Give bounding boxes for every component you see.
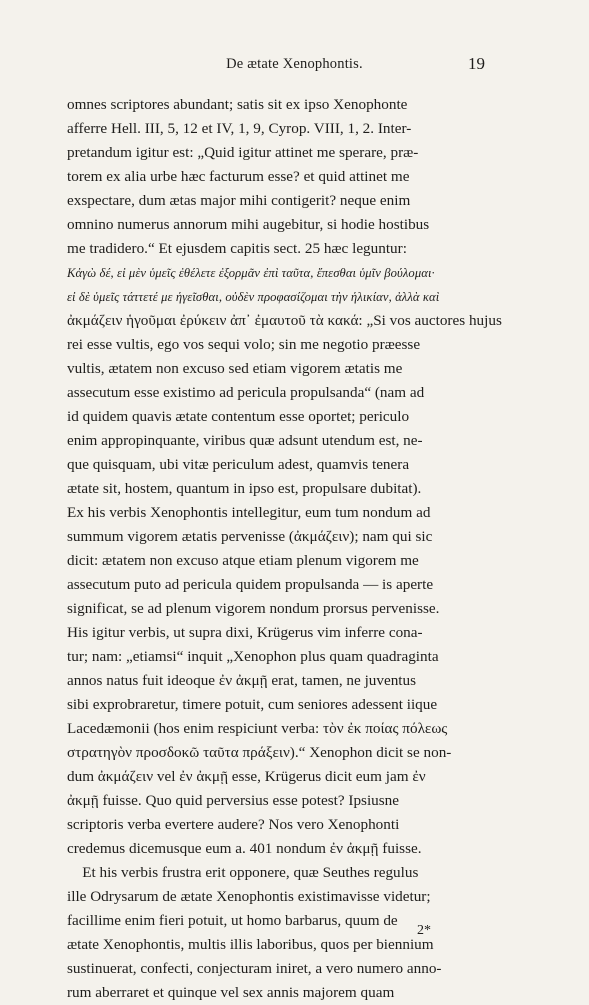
text-line: credemus dicemusque eum a. 401 nondum ἐν ἀκμῇ fuisse. (67, 840, 422, 857)
text-line: torem ex alia urbe hæc facturum esse? et quid attinet me (67, 168, 410, 185)
text-line: vultis, ætatem non excuso sed etiam vigorem ætatis me (67, 360, 403, 377)
greek-quote-line: Κἀγὼ δέ, εἰ μὲν ὑμεῖς ἐθέλετε ἐξορμᾶν ἐπὶ ταῦτα, ἕπεσθαι ὑμῖν βούλομαι· (67, 266, 435, 280)
text-line: ætate Xenophontis, multis illis laboribus, quos per biennium (67, 936, 434, 953)
text-line: tur; nam: „etiamsi“ inquit „Xenophon plus quam quadraginta (67, 648, 439, 665)
text-line: omnino numerus annorum mihi augebitur, si hodie hostibus (67, 216, 430, 233)
text-line: enim appropinquante, viribus quæ adsunt utendum est, ne- (67, 432, 423, 449)
signature-mark: 2* (417, 923, 431, 938)
text-line: assecutum puto ad pericula quidem propulsanda — is aperte (67, 576, 434, 593)
text-line: dum ἀκμάζειν vel ἐν ἀκμῇ esse, Krügerus dicit eum jam ἐν (67, 768, 426, 785)
paragraph-start-line: Et his verbis frustra erit opponere, quæ Seuthes regulus (67, 864, 419, 881)
running-head: De ætate Xenophontis. (226, 56, 363, 72)
text-line: exspectare, dum ætas major mihi contigerit? neque enim (67, 192, 411, 209)
text-line: id quidem quavis ætate contentum esse oportet; periculo (67, 408, 410, 425)
text-line: His igitur verbis, ut supra dixi, Krügerus vim inferre cona- (67, 624, 423, 641)
text-line: στρατηγὸν προσδοκῶ ταῦτα πράξειν).“ Xenophon dicit se non- (67, 744, 452, 761)
text-line: afferre Hell. III, 5, 12 et IV, 1, 9, Cyrop. VIII, 1, 2. Inter- (67, 120, 412, 137)
text-line: pretandum igitur est: „Quid igitur attinet me sperare, præ- (67, 144, 419, 161)
text-line: dicit: ætatem non excuso atque etiam plenum vigorem me (67, 552, 419, 569)
text-line: Ex his verbis Xenophontis intellegitur, eum tum nondum ad (67, 504, 431, 521)
text-line: rei esse vultis, ego vos sequi volo; sin me negotio præesse (67, 336, 421, 353)
text-line: rum aberraret et quinque vel sex annis majorem quam (67, 984, 395, 1001)
text-line: sustinuerat, confecti, conjecturam iniret, a vero numero anno- (67, 960, 442, 977)
text-line: significat, se ad plenum vigorem nondum prorsus pervenisse. (67, 600, 440, 617)
text-line: Lacedæmonii (hos enim respiciunt verba: τὸν ἐκ ποίας πόλεως (67, 720, 448, 737)
text-line: me tradidero.“ Et ejusdem capitis sect. 25 hæc leguntur: (67, 240, 407, 257)
text-line: ille Odrysarum de ætate Xenophontis existimavisse videtur; (67, 888, 431, 905)
text-line: ætate sit, hostem, quantum in ipso est, propulsare dubitat). (67, 480, 422, 497)
greek-quote-line: εἰ δὲ ὑμεῖς τάττετέ με ἡγεῖσθαι, οὐδὲν προφασίζομαι τὴν ἡλικίαν, ἀλλὰ καὶ (67, 290, 440, 304)
text-line: annos natus fuit ideoque ἐν ἀκμῇ erat, tamen, ne juventus (67, 672, 417, 689)
text-line: scriptoris verba evertere audere? Nos vero Xenophonti (67, 816, 400, 833)
text-line: ἀκμῇ fuisse. Quo quid perversius esse potest? Ipsiusne (67, 792, 400, 809)
text-line: sibi exprobraretur, timere potuit, cum seniores adessent iique (67, 696, 438, 713)
page-header (0, 56, 589, 78)
page-number: 19 (468, 54, 485, 73)
text-line: facillime enim fieri potuit, ut homo barbarus, quum de (67, 912, 398, 929)
text-line: que quisquam, ubi vitæ periculum adest, quamvis tenera (67, 456, 410, 473)
text-line: omnes scriptores abundant; satis sit ex ipso Xenophonte (67, 96, 408, 113)
body-text (67, 93, 513, 1005)
text-line: summum vigorem ætatis pervenisse (ἀκμάζειν); nam qui sic (67, 528, 433, 545)
text-line: assecutum esse existimo ad pericula propulsanda“ (nam ad (67, 384, 425, 401)
text-line: ἀκμάζειν ἡγοῦμαι ἐρύκειν ἀπ᾿ ἐμαυτοῦ τὰ κακά: „Si vos auctores hujus (67, 312, 502, 329)
